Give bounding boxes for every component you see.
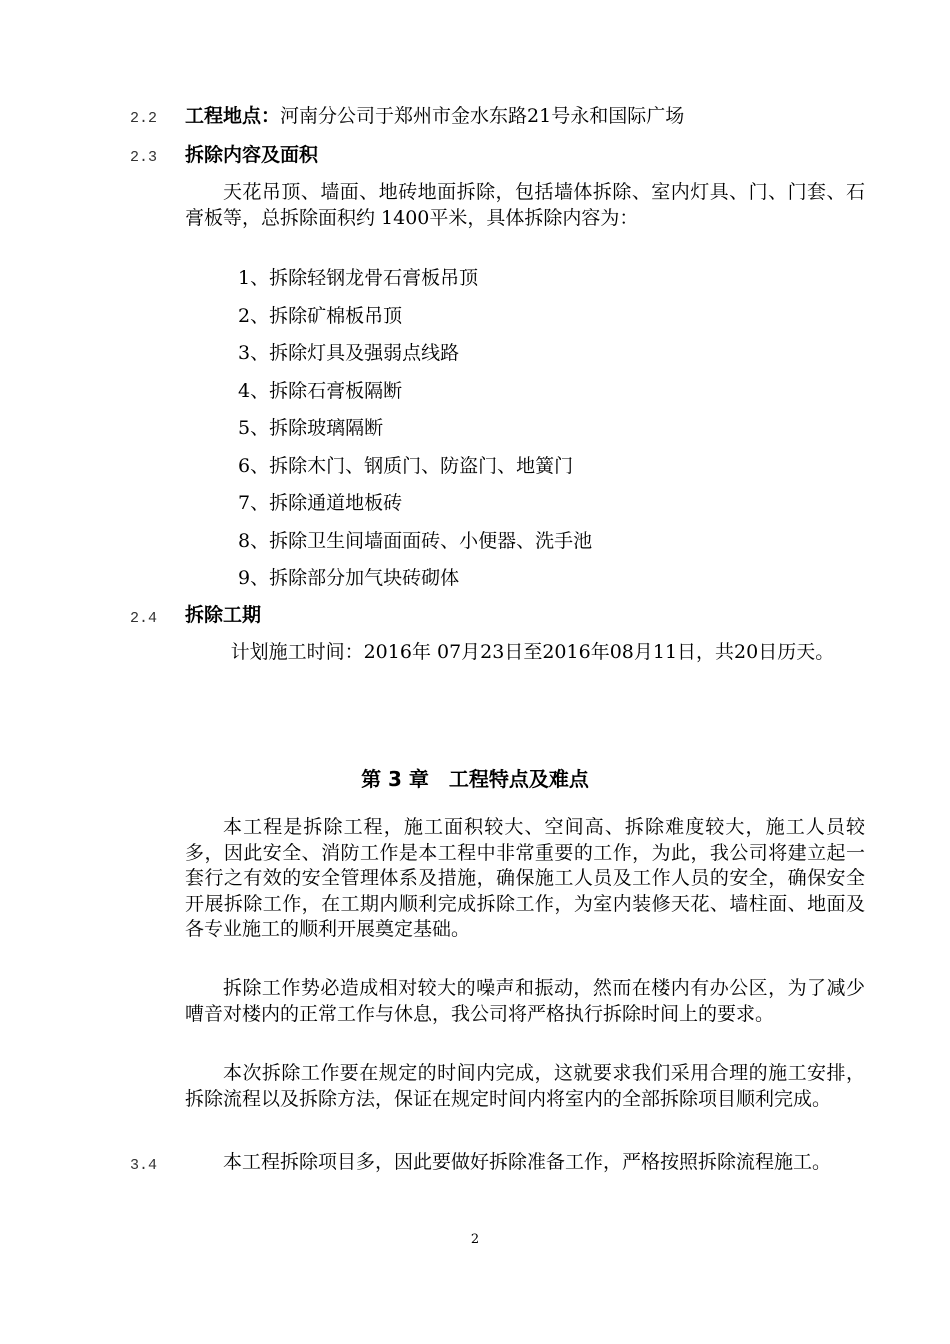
page-number: 2 [470,1232,480,1247]
chapter3-paragraph-3: 本次拆除工作要在规定的时间内完成，这就要求我们采用合理的施工安排，拆除流程以及拆除方法，保证在规定时间内将室内的全部拆除项目顺利完成。 [185,1062,865,1110]
demolition-item-list [238,262,592,600]
section-2-4-heading: 拆除工期 [185,604,262,626]
section-2-2-line [185,102,684,130]
section-number-3-4: 3.4 [130,1157,158,1174]
list-item: 5、拆除玻璃隔断 [238,417,384,439]
chapter3-paragraph-4: 本工程拆除项目多，因此要做好拆除准备工作，严格按照拆除流程施工。 [223,1151,832,1173]
chapter-title: 第 3 章 工程特点及难点 [361,767,589,791]
section-2-3-heading: 拆除内容及面积 [185,144,319,166]
section-number-2-2: 2.2 [130,110,158,127]
section-2-3-paragraph: 天花吊顶、墙面、地砖地面拆除，包括墙体拆除、室内灯具、门、门套、石膏板等，总拆除面积约 1400平米，具体拆除内容为： [185,181,865,229]
section-number-2-4: 2.4 [130,610,158,627]
section-2-2-label: 工程地点： [185,105,281,127]
section-number-2-3: 2.3 [130,149,158,166]
list-item: 9、拆除部分加气块砖砌体 [238,567,460,589]
section-2-2-text: 河南分公司于郑州市金水东路21号永和国际广场 [280,105,685,127]
list-item: 4、拆除石膏板隔断 [238,379,403,402]
section-2-4-paragraph: 计划施工时间：2016年 07月23日至2016年08月11日，共20日历天。 [230,641,835,663]
list-item: 1、拆除轻钢龙骨石膏板吊顶 [238,267,479,289]
chapter3-paragraph-2: 拆除工作势必造成相对较大的噪声和振动，然而在楼内有办公区，为了减少嘈音对楼内的正常工作与休息，我公司将严格执行拆除时间上的要求。 [185,977,865,1025]
chapter3-paragraph-1: 本工程是拆除工程，施工面积较大、空间高、拆除难度较大，施工人员较多，因此安全、消防工作是本工程中非常重要的工作，为此，我公司将建立起一套行之有效的安全管理体系及措施，确保施工人员及工作人员的安全，确保安全开展拆除工作，在工期内顺利完成拆除工作，为室内装修天花、墙柱面、地面及各专业施工的顺利开展奠定基础。 [185,816,865,940]
list-item: 3、拆除灯具及强弱点线路 [238,342,460,364]
list-item: 7、拆除通道地板砖 [238,492,403,514]
list-item: 8、拆除卫生间墙面面砖、小便器、洗手池 [238,529,593,552]
list-item: 2、拆除矿棉板吊顶 [238,304,403,327]
list-item: 6、拆除木门、钢质门、防盗门、地簧门 [238,454,574,477]
